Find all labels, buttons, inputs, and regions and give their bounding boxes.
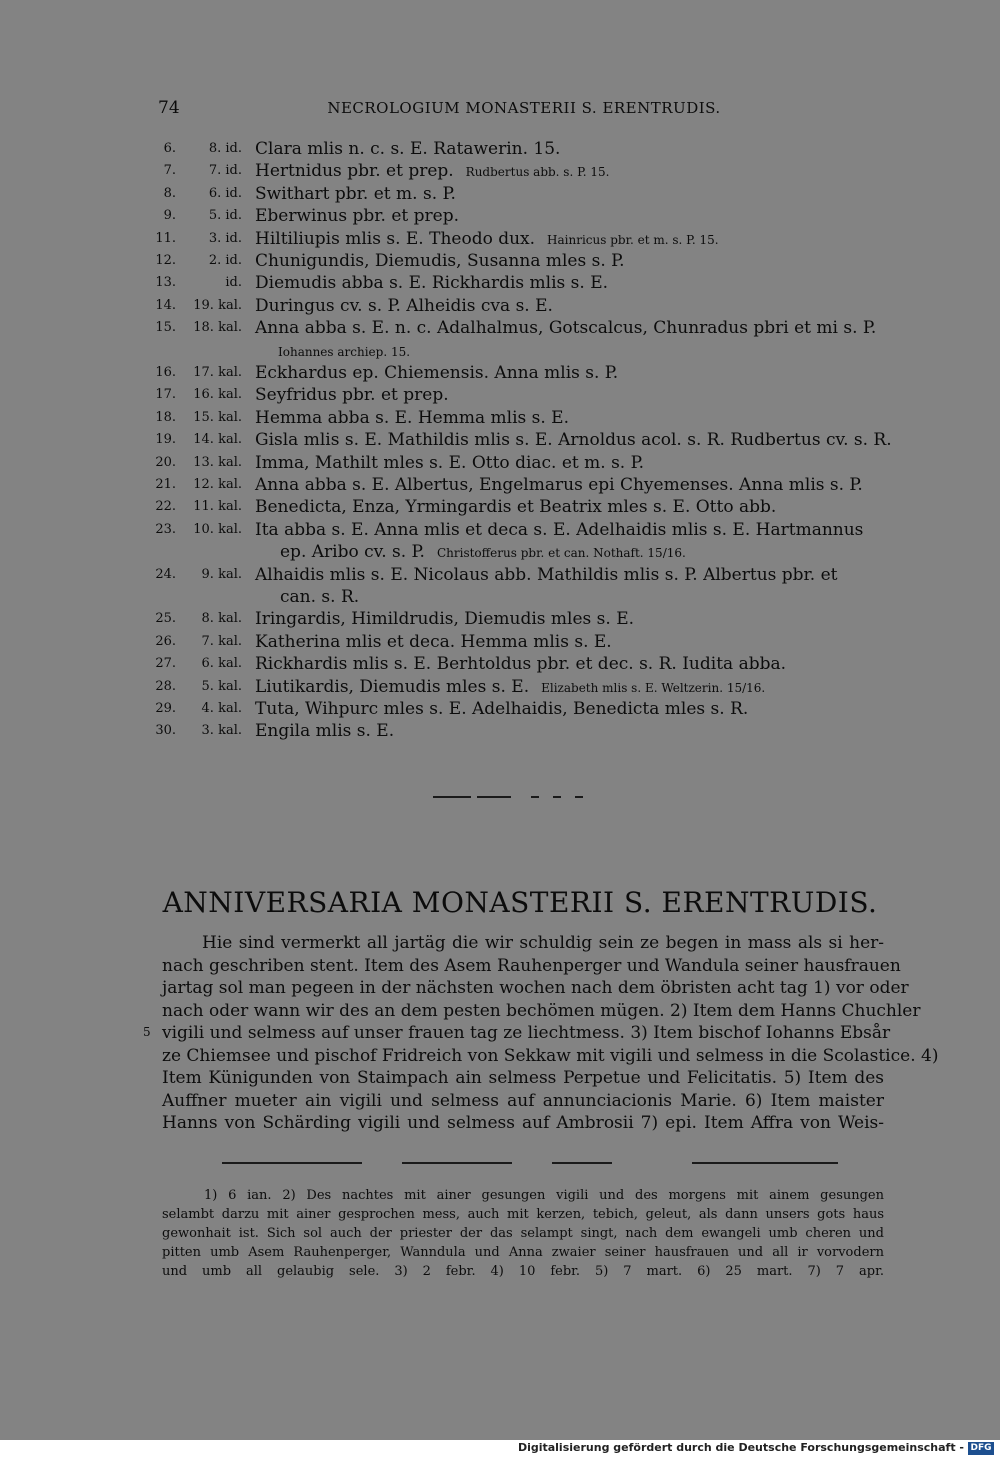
paragraph-line: Auffner mueter ain vigili und selmess auf annunciacionis Marie. 6) Item maister (162, 1090, 884, 1111)
paragraph-line: Hanns von Schärding vigili und selmess auf Ambrosii 7) epi. Item Affra von Weis- (162, 1113, 884, 1133)
entry-main-text: Eckhardus ep. Chiemensis. Anna mlis s. P. (255, 363, 619, 383)
entry-later-addition: Hainricus pbr. et m. s. P. 15. (547, 232, 719, 247)
paragraph-line: Item Künigunden von Staimpach ain selmess Perpetue und Felicitatis. 5) Item des (162, 1068, 884, 1088)
entry-date: 12. kal. (193, 477, 242, 492)
entry-date: 11. kal. (193, 499, 242, 515)
entry-main-text: Imma, Mathilt mles s. E. Otto diac. et m. s. P. (255, 452, 644, 473)
entry-text (255, 183, 885, 205)
entry-text (255, 631, 885, 653)
continuation-text: can. s. R. (280, 587, 360, 607)
entry-number: 18. (155, 409, 176, 425)
running-title: NECROLOGIUM MONASTERII S. ERENTRUDIS. (327, 99, 721, 117)
paragraph-line: ze Chiemsee und pischof Fridreich von Sekkaw mit vigili und selmess in die Scolastice. 4) (162, 1045, 939, 1066)
entry-main-text: Duringus cv. s. P. Alheidis cva s. E. (255, 295, 553, 316)
entry-number: 11. (155, 230, 176, 246)
entry-text (255, 205, 885, 227)
entry-text (255, 564, 885, 586)
entry-number: 13. (155, 275, 176, 291)
entry-number: 23. (155, 521, 176, 537)
entry-number: 14. (155, 297, 176, 313)
entry-main-text: Swithart pbr. et m. s. P. (255, 183, 456, 204)
entry-text (255, 676, 885, 699)
entry-number: 9. (163, 208, 176, 224)
entry-date: id. (225, 275, 242, 291)
anniversaria-paragraph (162, 932, 939, 1135)
entry-main-text: Hiltiliupis mlis s. E. Theodo dux. (255, 228, 536, 249)
entry-number: 15. (155, 320, 176, 336)
entry-text (255, 698, 885, 720)
entry-main-text: Katherina mlis et deca. Hemma mlis s. E. (255, 631, 612, 652)
entry-main-text: Iringardis, Himildrudis, Diemudis mles s. E. (255, 609, 635, 630)
entry-number: 26. (155, 633, 176, 649)
continuation-text: ep. Aribo cv. s. P. (280, 542, 425, 563)
entry-number: 16. (155, 365, 176, 380)
entry-text (255, 720, 885, 742)
entry-text (255, 272, 885, 294)
entry-date: 17. kal. (193, 365, 242, 380)
entry-date: 13. kal. (193, 454, 242, 470)
entry-main-text: Anna abba s. E. n. c. Adalhalmus, Gotscalcus, Chunradus pbri et mi s. P. (255, 318, 877, 339)
paragraph-line: jartag sol man pegeen in der nächsten wochen nach dem öbristen acht tag 1) vor oder (162, 978, 909, 998)
entry-date: 5. id. (208, 208, 242, 224)
entry-text (255, 407, 885, 429)
entry-date: 6. id. (208, 185, 242, 201)
paragraph-line: nach oder wann wir des an dem pesten bechömen mügen. 2) Item dem Hanns Chuchler (162, 1000, 921, 1021)
entry-date: 7. kal. (201, 633, 242, 649)
section-title: ANNIVERSARIA MONASTERII S. ERENTRUDIS. (162, 886, 878, 919)
entry-text (255, 474, 885, 496)
entry-number: 25. (155, 611, 176, 627)
section-ornament (433, 793, 593, 801)
entry-number: 12. (155, 253, 176, 268)
entry-date: 8. id. (208, 141, 242, 156)
entry-number: 22. (155, 499, 176, 515)
entry-number: 8. (163, 185, 176, 201)
funding-note: Digitalisierung gefördert durch die Deutsche Forschungsgemeinschaft - (517, 1441, 964, 1454)
entry-text (255, 653, 885, 675)
footnote-line: gewonhait ist. Sich sol auch der priester der das selampt singt, nach dem ewangeli umb cheren und (162, 1226, 884, 1241)
entry-text (255, 250, 885, 272)
page-header (158, 98, 890, 122)
entry-main-text: Engila mlis s. E. (255, 721, 395, 742)
entry-number: 19. (155, 432, 176, 448)
footnote-line: 1) 6 ian. 2) Des nachtes mit ainer gesungen vigili und des morgens mit ainem gesungen (204, 1188, 884, 1203)
entry-main-text: Tuta, Wihpurc mles s. E. Adelhaidis, Benedicta mles s. R. (255, 699, 749, 719)
entry-text (255, 362, 885, 384)
entry-number: 21. (155, 477, 176, 492)
continuation-later-addition: Christofferus pbr. et can. Nothaft. 15/16. (436, 546, 686, 561)
entry-number: 29. (155, 701, 176, 716)
entry-main-text: Anna abba s. E. Albertus, Engelmarus epi Chyemenses. Anna mlis s. P. (255, 475, 863, 495)
entry-main-text: Eberwinus pbr. et prep. (255, 206, 459, 227)
entry-later-addition: Rudbertus abb. s. P. 15. (465, 165, 610, 180)
line-marker: 5 (143, 1025, 151, 1039)
entry-date: 18. kal. (193, 320, 242, 336)
entry-number: 17. (155, 387, 176, 403)
entry-text (255, 228, 885, 251)
entry-text (255, 138, 885, 160)
entry-date: 4. kal. (201, 701, 242, 716)
footnote-line: selambt darzu mit ainer gesprochen mess, auch mit kerzen, tebich, geleut, als dann unsers gots haus (162, 1207, 884, 1222)
entry-date: 14. kal. (193, 432, 242, 448)
entry-date: 15. kal. (193, 409, 242, 425)
entry-text (255, 496, 885, 518)
entry-main-text: Clara mlis n. c. s. E. Ratawerin. 15. (255, 139, 561, 159)
entry-date: 19. kal. (193, 297, 242, 313)
paragraph-line: nach geschriben stent. Item des Asem Rauhenperger und Wandula seiner hausfrauen (162, 955, 901, 976)
entry-text (255, 519, 885, 541)
entry-number: 24. (155, 566, 176, 582)
entry-text (255, 429, 892, 451)
entry-date: 16. kal. (193, 387, 242, 403)
entry-number: 28. (155, 678, 176, 694)
entry-date: 3. id. (208, 230, 242, 246)
entry-later-addition: Elizabeth mlis s. E. Weltzerin. 15/16. (541, 680, 766, 695)
entry-text (255, 452, 885, 474)
entry-date: 2. id. (208, 253, 242, 268)
entry-text (255, 160, 885, 183)
footnotes (162, 1186, 884, 1281)
entry-main-text: Rickhardis mlis s. E. Berhtoldus pbr. et dec. s. R. Iudita abba. (255, 654, 787, 675)
paragraph-line: Hie sind vermerkt all jartäg die wir schuldig sein ze begen in mass als si her- (202, 933, 884, 953)
entry-main-text: Hertnidus pbr. et prep. (255, 161, 454, 182)
entry-main-text: Ita abba s. E. Anna mlis et deca s. E. Adelhaidis mlis s. E. Hartmannus (255, 519, 864, 540)
entry-main-text: Chunigundis, Diemudis, Susanna mles s. P. (255, 251, 625, 271)
entry-main-text: Benedicta, Enza, Yrmingardis et Beatrix mles s. E. Otto abb. (255, 497, 777, 518)
entry-text (255, 608, 885, 630)
continuation-text: Iohannes archiep. 15. (278, 344, 411, 359)
page-number: 74 (158, 98, 180, 118)
entry-number: 6. (163, 141, 176, 156)
entry-date: 6. kal. (201, 656, 242, 672)
entry-date: 8. kal. (201, 611, 242, 627)
entry-date: 9. kal. (201, 566, 242, 582)
footnote-rule (222, 1160, 838, 1166)
entry-date: 3. kal. (201, 723, 242, 739)
entry-date: 7. id. (208, 163, 242, 179)
entry-main-text: Liutikardis, Diemudis mles s. E. (255, 676, 530, 697)
funding-bar (0, 1440, 1000, 1458)
entry-main-text: Diemudis abba s. E. Rickhardis mlis s. E. (255, 273, 609, 294)
entry-main-text: Seyfridus pbr. et prep. (255, 385, 449, 406)
entry-text (255, 317, 885, 339)
entry-number: 27. (155, 656, 176, 672)
entry-number: 7. (163, 163, 176, 179)
dfg-logo: DFG (968, 1442, 994, 1455)
entry-text (255, 295, 885, 317)
entry-date: 5. kal. (201, 678, 242, 694)
entry-main-text: Hemma abba s. E. Hemma mlis s. E. (255, 407, 569, 428)
entry-main-text: Alhaidis mlis s. E. Nicolaus abb. Mathildis mlis s. P. Albertus pbr. et (255, 564, 838, 585)
paragraph-line: vigili und selmess auf unser frauen tag ze liechtmess. 3) Item bischof Iohanns Ebsår (162, 1023, 891, 1043)
entry-date: 10. kal. (193, 521, 242, 537)
entry-number: 30. (155, 723, 176, 739)
footnote-line: pitten umb Asem Rauhenperger, Wanndula und Anna zwaier seiner hausfrauen und all ir vorvodern (162, 1245, 884, 1260)
entry-text (255, 384, 885, 406)
entry-number: 20. (155, 454, 176, 470)
footnote-line: und umb all gelaubig sele. 3) 2 febr. 4) 10 febr. 5) 7 mart. 6) 25 mart. 7) 7 apr. (162, 1264, 884, 1279)
entry-main-text: Gisla mlis s. E. Mathildis mlis s. E. Arnoldus acol. s. R. Rudbertus cv. s. R. (255, 430, 892, 451)
